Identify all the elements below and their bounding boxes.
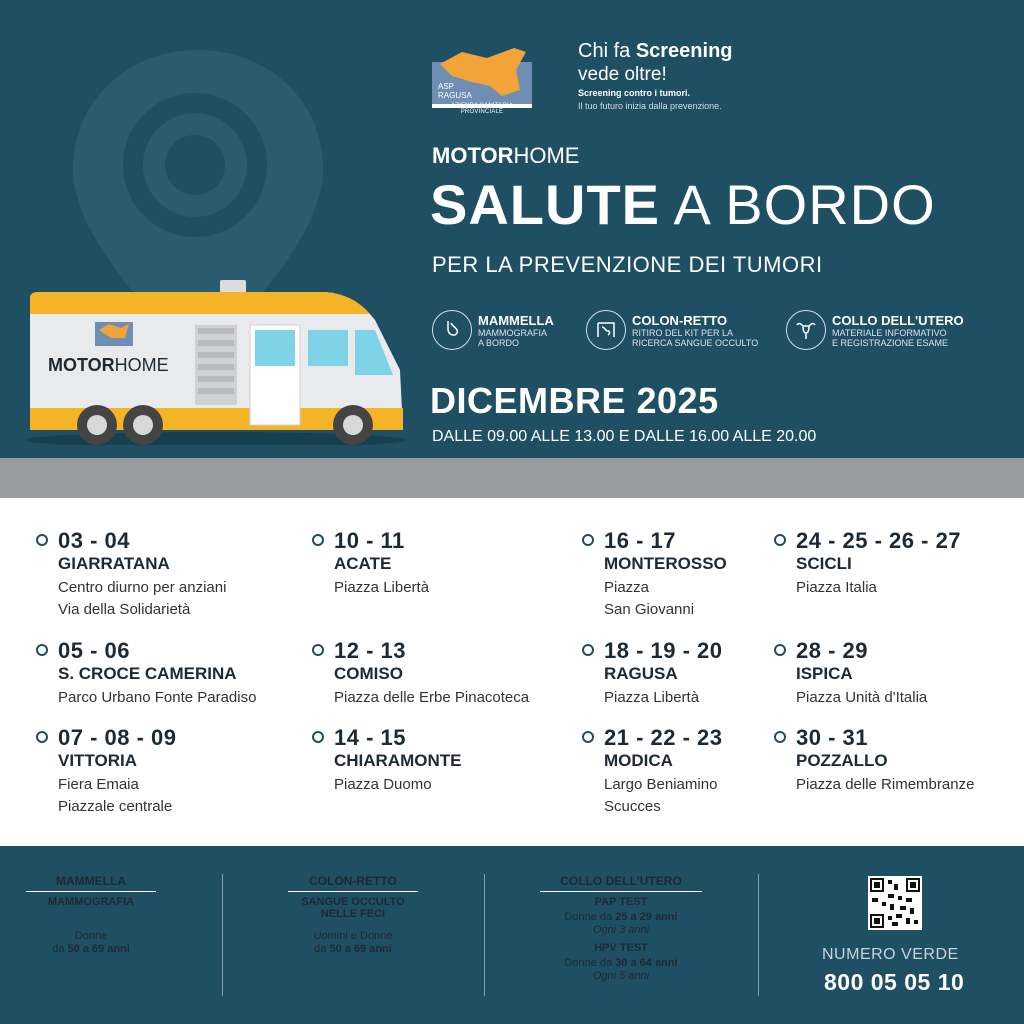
- footer-colon-retto: COLON-RETTO SANGUE OCCULTO NELLE FECI Uomini e Donne da 50 a 69 anni: [288, 874, 418, 956]
- month-title: DICEMBRE 2025: [430, 380, 719, 421]
- bullet-icon: [312, 644, 324, 656]
- footer-divider: [222, 874, 223, 996]
- intestine-icon: [586, 310, 626, 350]
- logo-caption: AZIENDA SANITARIA PROVINCIALE: [451, 103, 513, 115]
- logo-text: ASP RAGUSA: [438, 82, 472, 100]
- slogan-title: Chi fa Screening: [578, 40, 733, 62]
- qr-code[interactable]: [868, 876, 922, 930]
- subheadline: PER LA PREVENZIONE DEI TUMORI: [432, 252, 823, 277]
- opening-hours: DALLE 09.00 ALLE 13.00 E DALLE 16.00 ALLE 20.00: [432, 428, 817, 445]
- footer-divider: [758, 874, 759, 996]
- headline: SALUTE A BORDO: [430, 173, 936, 236]
- bullet-icon: [774, 731, 786, 743]
- bullet-icon: [582, 534, 594, 546]
- bullet-icon: [774, 534, 786, 546]
- bullet-icon: [36, 534, 48, 546]
- bullet-icon: [312, 731, 324, 743]
- road-strip: [0, 458, 1024, 498]
- slogan-line-3: Screening contro i tumori.: [578, 88, 691, 98]
- numero-verde-phone[interactable]: 800 05 05 10: [824, 969, 965, 995]
- bullet-icon: [36, 644, 48, 656]
- schedule-section: 03 - 04 GIARRATANA Centro diurno per anziani Via della Solidarietà 05 - 06 S. CROCE CAMERINA Parco Urbano Fonte Paradiso 07 - 08 - 09 VITTORIA Fiera Emaia Piazzale centrale 10 - 11 ACATE Piazza Libertà 12 - 13 COMISO Piazza delle Erbe Pinacoteca 14 - 15 CHIARAMONTE Piazza Duomo 16 - 17 MONTEROSSO Piazza San Giovanni 18 - 19 - 20 RAGUSA Piazza Libertà 21 - 22 - 23 MODICA Largo Beniamino Scucces 24 - 25 - 26 - 27 SCICLI Piazza Italia 28 - 29 ISPICA Piazza Unità d'Italia 30 - 31 POZZALLO Piazza delle Rimembranze: [0, 498, 1024, 846]
- numero-verde-label: NUMERO VERDE: [822, 946, 959, 963]
- footer-divider: [484, 874, 485, 996]
- bullet-icon: [312, 534, 324, 546]
- slogan-line-4: Il tuo futuro inizia dalla prevenzione.: [578, 101, 722, 111]
- breast-icon: [432, 310, 472, 350]
- slogan-line-2: vede oltre!: [578, 64, 667, 85]
- bullet-icon: [582, 644, 594, 656]
- footer-mammella: MAMMELLA MAMMOGRAFIA Donne da 50 a 69 anni: [26, 874, 156, 956]
- bullet-icon: [36, 731, 48, 743]
- motorhome-title: MOTORHOME: [432, 143, 580, 168]
- van-label: MOTORHOME: [48, 355, 169, 375]
- uterus-icon: [786, 310, 826, 350]
- footer-collo-utero: COLLO DELL'UTERO PAP TEST Donne da 25 a 29 anni Ogni 3 anni HPV TEST Donne da 30 a 64 anni Ogni 5 anni: [540, 874, 702, 982]
- bullet-icon: [582, 731, 594, 743]
- bullet-icon: [774, 644, 786, 656]
- header-panel: ASP RAGUSA AZIENDA SANITARIA PROVINCIALE Chi fa Screening vede oltre! Screening contro i tumori. Il tuo futuro inizia dalla prevenzione. MOTORHOME SALUTE A BORDO PER LA PREVENZIONE DEI TUMORI MAMMELLA MAMMOGRAFIA A BORDO COLON-RETTO RITIRO DEL KIT PER LA RICERCA SANGUE OCCULTO COLLO DELL'UTERO MATERIALE INFORMATIVO E REGISTRAZIONE ESAME DICEMBRE 2025 DALLE 09.00 ALLE 13.00 E DALLE 16.00 ALLE 20.00 MOTORHOME: [0, 0, 1024, 458]
